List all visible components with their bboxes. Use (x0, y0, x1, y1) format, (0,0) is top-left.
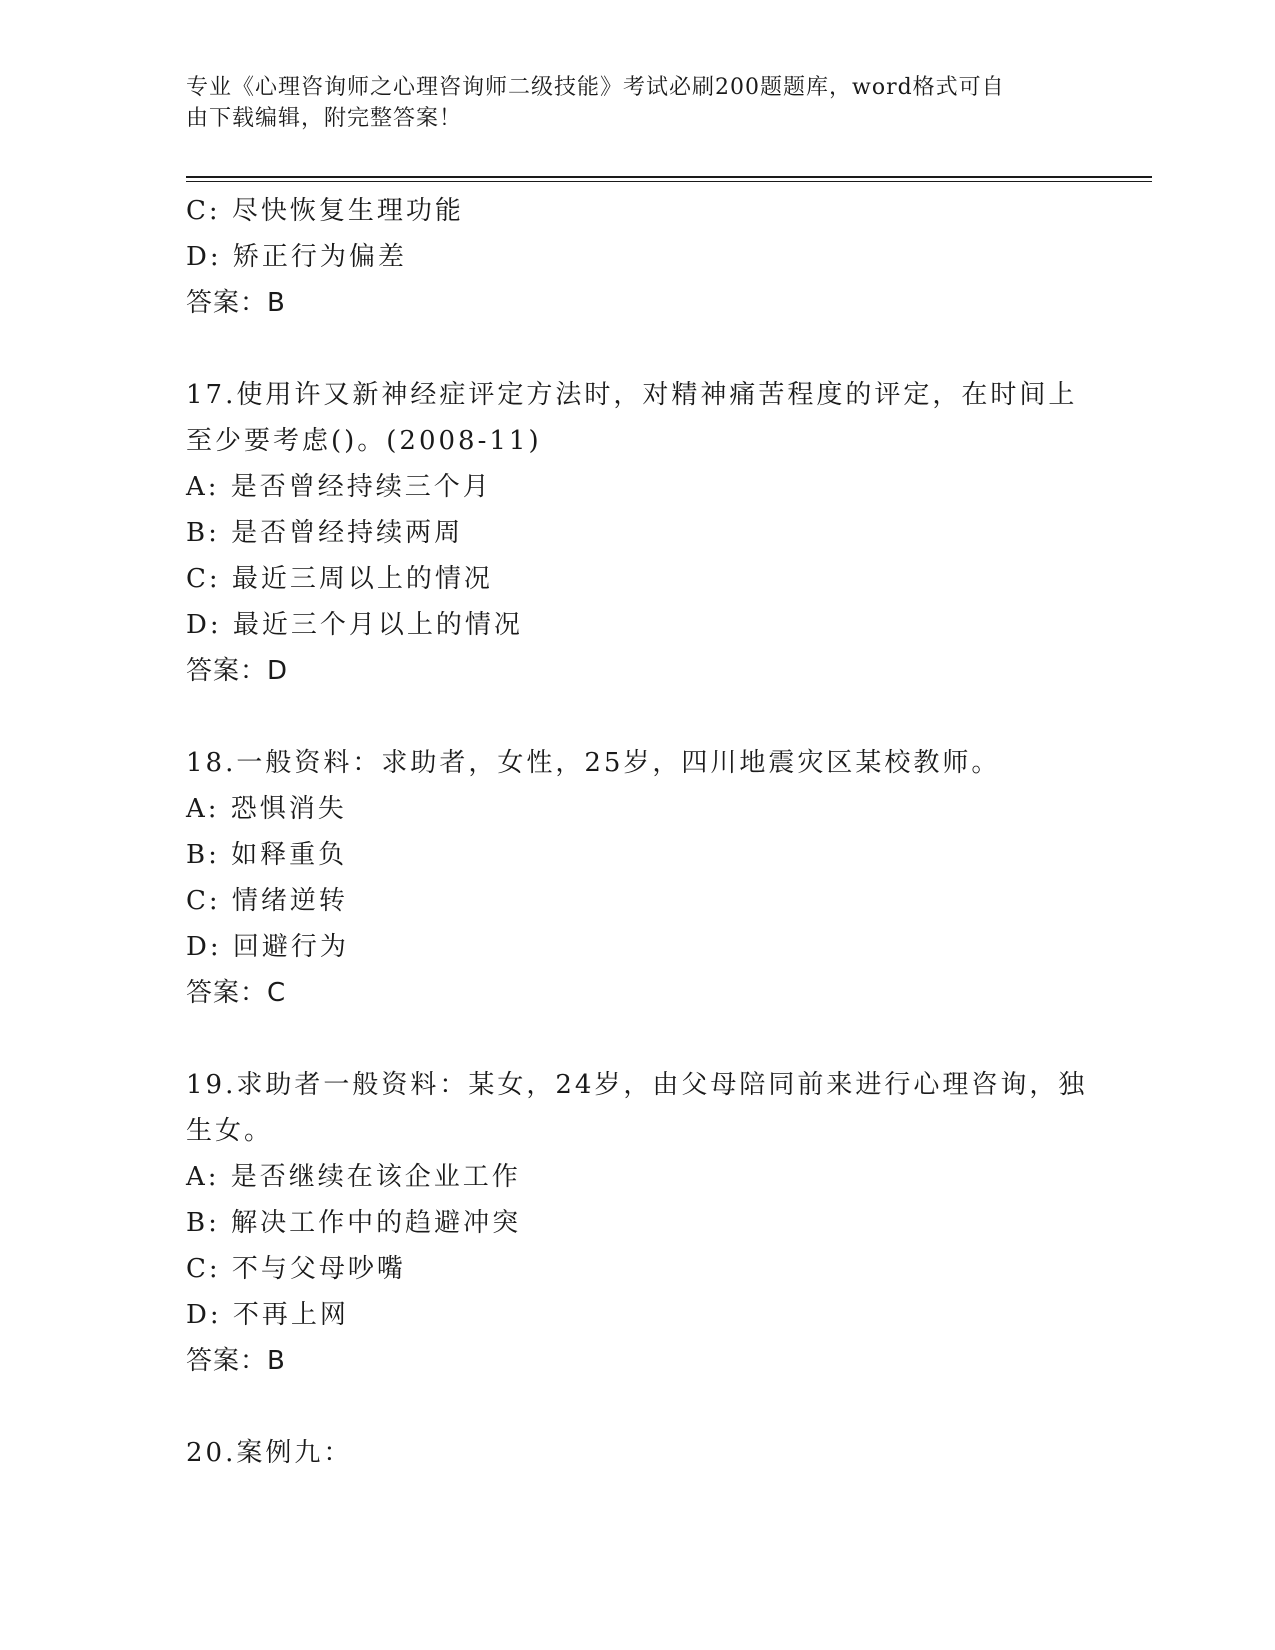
question-16-tail (186, 188, 1086, 326)
answer-line: 答案：D (186, 656, 289, 686)
option-a: A: 是否曾经持续三个月 (186, 472, 492, 502)
option-b: B: 是否曾经持续两周 (186, 518, 464, 548)
question-stem: 20.案例九： (186, 1438, 353, 1468)
option-a: A: 是否继续在该企业工作 (186, 1162, 521, 1192)
question-19 (186, 1062, 1086, 1384)
question-stem-continued: 生女。 (186, 1116, 274, 1146)
question-17 (186, 372, 1086, 694)
question-20 (186, 1430, 1086, 1476)
header-divider-thin (186, 181, 1152, 182)
spacer (186, 1384, 1086, 1430)
answer-line: 答案：C (186, 978, 287, 1008)
option-a: A: 恐惧消失 (186, 794, 347, 824)
option-d: D: 最近三个月以上的情况 (186, 610, 523, 640)
header-line-1: 专业《心理咨询师之心理咨询师二级技能》考试必刷200题题库，word格式可自 (186, 75, 1005, 100)
header-divider-thick (186, 176, 1152, 178)
option-d: D: 回避行为 (186, 932, 349, 962)
answer-line: 答案：B (186, 1346, 286, 1376)
spacer (186, 1016, 1086, 1062)
answer-line: 答案：B (186, 288, 286, 318)
option-d: D: 不再上网 (186, 1300, 349, 1330)
option-c: C: 情绪逆转 (186, 886, 348, 916)
question-stem: 18.一般资料：求助者，女性，25岁，四川地震灾区某校教师。 (186, 748, 1001, 778)
question-list (186, 188, 1086, 1476)
spacer (186, 326, 1086, 372)
option-c: C: 最近三周以上的情况 (186, 564, 493, 594)
question-stem: 17.使用许又新神经症评定方法时，对精神痛苦程度的评定，在时间上 (186, 380, 1078, 410)
option-b: B: 解决工作中的趋避冲突 (186, 1208, 522, 1238)
question-stem: 19.求助者一般资料：某女，24岁，由父母陪同前来进行心理咨询，独 (186, 1070, 1088, 1100)
option-c: C: 尽快恢复生理功能 (186, 196, 464, 226)
spacer (186, 694, 1086, 740)
option-c: C: 不与父母吵嘴 (186, 1254, 406, 1284)
option-d: D: 矫正行为偏差 (186, 242, 407, 272)
document-header (186, 72, 1066, 134)
option-b: B: 如释重负 (186, 840, 348, 870)
header-line-2: 由下载编辑，附完整答案！ (186, 106, 463, 131)
question-stem-continued: 至少要考虑()。(2008-11) (186, 426, 542, 456)
question-18 (186, 740, 1086, 1016)
